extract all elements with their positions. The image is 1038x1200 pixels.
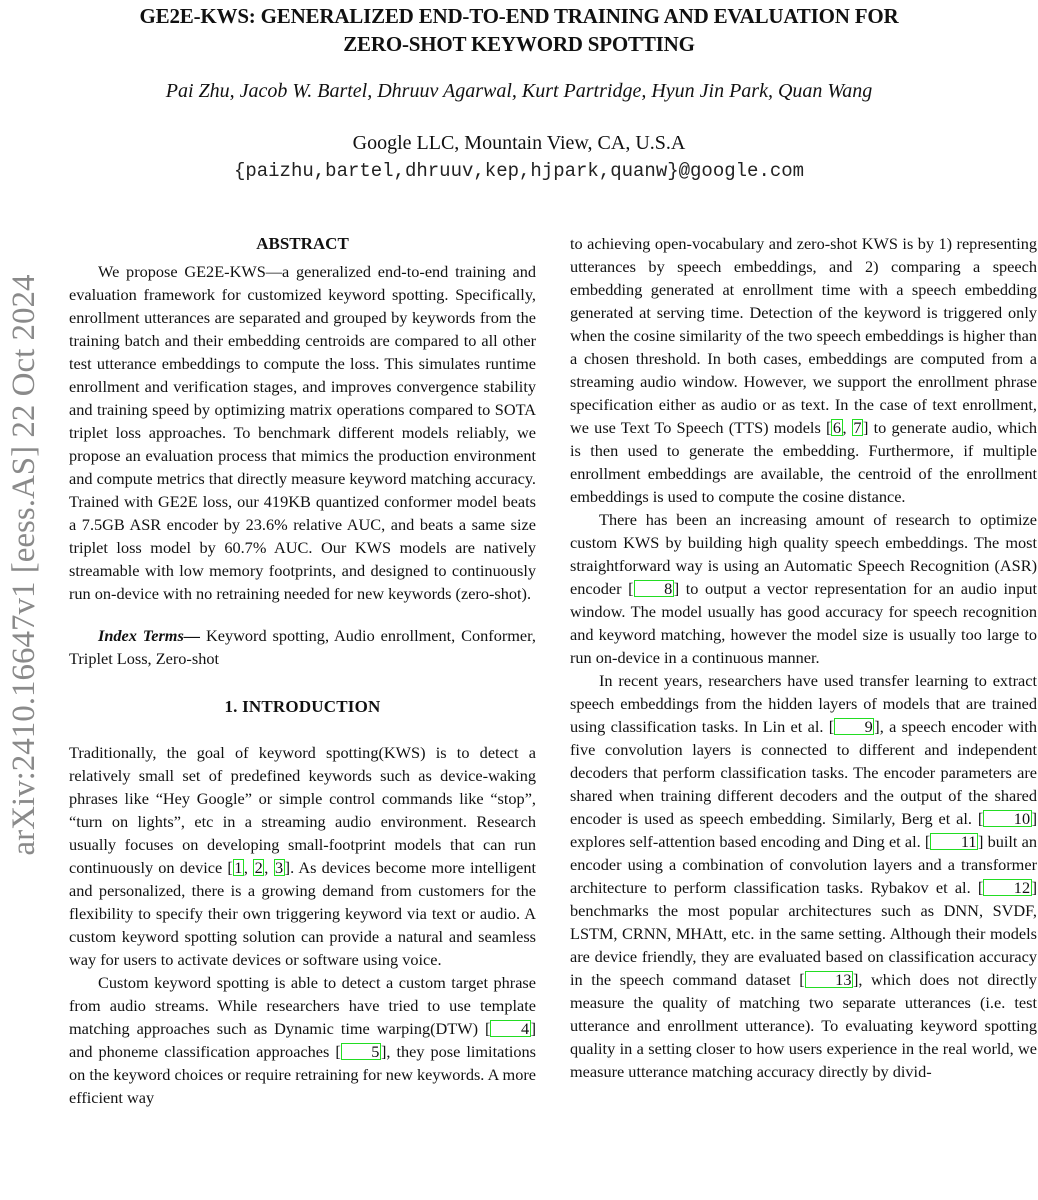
citation-link-12[interactable]: 12 xyxy=(983,879,1031,896)
index-terms-list: Keyword spotting, Audio enrollment, Conformer, Triplet Loss, Zero-shot xyxy=(69,626,536,668)
citation-link-4[interactable]: 4 xyxy=(490,1020,530,1037)
affiliation: Google LLC, Mountain View, CA, U.S.A xyxy=(352,132,686,154)
text-run: ] to generate audio, which is then used to generate the embedding. Furthermore, if multiple enrollment embeddings are available, the centroid of the enrollment embeddings is used to compute the cosine distance. xyxy=(570,418,1038,506)
title-line-1: GE2E-KWS: GENERALIZED END-TO-END TRAINING AND EVALUATION FOR xyxy=(139,4,899,28)
citation-link-11[interactable]: 11 xyxy=(930,833,978,850)
text-run: . As devices become more intelligent and personalized, there is a growing demand from customers for the flexibility to specify their own triggering keyword via text or audio. A custom keyword spotting solution can provide a natural and seamless way for users to activate devices or software using voice. xyxy=(69,858,537,969)
intro-paragraph-2-continued xyxy=(570,232,1037,508)
text-run: , xyxy=(842,418,852,437)
introduction-heading: 1. INTRODUCTION xyxy=(224,697,381,716)
intro-paragraph-3 xyxy=(570,508,1037,669)
author-list: Pai Zhu, Jacob W. Bartel, Dhruuv Agarwal, Kurt Partridge, Hyun Jin Park, Quan Wang xyxy=(165,80,873,102)
citation-link-8[interactable]: 8 xyxy=(634,580,674,597)
citation-link-2[interactable]: 2 xyxy=(254,858,263,877)
index-terms xyxy=(69,624,536,670)
citation-link-1[interactable]: 1 xyxy=(234,858,243,877)
text-run: ], they pose limitations on the keyword choices or require retraining for new keywords. A more efficient way xyxy=(69,1042,536,1107)
text-run: ] benchmarks the most popular architectures such as DNN, SVDF, LSTM, CRNN, MHAtt, etc. in the same setting. Although their models are device friendly, they are evaluated based on classification accuracy in the speech command dataset [ xyxy=(570,878,1037,989)
citation-link-9[interactable]: 9 xyxy=(834,718,874,735)
citation-link-10[interactable]: 10 xyxy=(983,810,1031,827)
text-run: In recent years, researchers have used transfer learning to extract speech embeddings from the hidden layers of models that are trained using classification tasks. In Lin et al. [ xyxy=(570,671,1037,736)
text-run: , xyxy=(243,858,254,877)
arxiv-stamp: arXiv:2410.16647v1 [eess.AS] 22 Oct 2024 xyxy=(6,274,42,856)
index-terms-label: Index Terms— xyxy=(98,626,201,645)
intro-paragraph-2 xyxy=(69,971,536,1109)
right-column xyxy=(570,232,1037,1083)
text-run: ] xyxy=(284,858,291,877)
left-column xyxy=(69,232,536,1109)
text-run: ], which does not directly measure the quality of matching two separate utterances (i.e. test utterance and enrollment utterance). To evaluating keyword spotting quality in a setting closer to how users experience in the real world, we measure utterance matching accuracy directly by divid- xyxy=(570,970,1038,1081)
text-run: ] and phoneme classification approaches [ xyxy=(69,1019,536,1061)
text-run: ], a speech encoder with five convolution layers is connected to different and independent decoders that perform classification tasks. The encoder parameters are shared when training different decoders and the output of the shared encoder is used as speech embedding. Similarly, Berg et al. [ xyxy=(570,717,1038,828)
intro-paragraph-4 xyxy=(570,669,1037,1083)
abstract-text: We propose GE2E-KWS—a generalized end-to-end training and evaluation framework for customized keyword spotting. Specifically, enrollment utterances are separated and grouped by keywords from the training batch and their embedding centroids are compared to all other test utterance embeddings to compute the loss. This simulates runtime enrollment and verification stages, and improves convergence stability and training speed by optimizing matrix operations compared to SOTA triplet loss approaches. To benchmark different models reliably, we propose an evaluation process that mimics the production environment and compute metrics that directly measure keyword matching accuracy. Trained with GE2E loss, our 419KB quantized conformer model beats a 7.5GB ASR encoder by 23.6% relative AUC, and beats a same size triplet loss model by 60.7% AUC. Our KWS models are natively streamable with low memory footprints, and designed to continuously run on-device with no retraining needed for new keywords (zero-shot). xyxy=(69,262,536,603)
citation-link-7[interactable]: 7 xyxy=(853,418,862,437)
citation-link-13[interactable]: 13 xyxy=(805,971,853,988)
text-run: ] explores self-attention based encoding and Ding et al. [ xyxy=(570,809,1037,851)
text-run: Custom keyword spotting is able to detect a custom target phrase from audio streams. While researchers have tried to use template matching approaches such as Dynamic time warping(DTW) [ xyxy=(69,973,536,1038)
text-run: ] to output a vector representation for an audio input window. The model usually has good accuracy for speech recognition and keyword matching, however the model size is usually too large to run on-device in a continuous manner. xyxy=(570,579,1037,667)
paper-title xyxy=(0,2,1038,58)
author-emails: {paizhu,bartel,dhruuv,kep,hjpark,quanw}@google.com xyxy=(233,160,805,182)
title-line-2: ZERO-SHOT KEYWORD SPOTTING xyxy=(343,32,695,56)
citation-link-6[interactable]: 6 xyxy=(832,418,842,437)
text-run: ] built an encoder using a combination of convolution layers and a transformer architecture to perform classification tasks. Rybakov et al. [ xyxy=(570,832,1037,897)
text-run: , xyxy=(264,858,274,877)
abstract-heading: ABSTRACT xyxy=(256,234,349,253)
intro-paragraph-1 xyxy=(69,741,536,971)
text-run: Traditionally, the goal of keyword spotting(KWS) is to detect a relatively small set of predefined keywords such as device-waking phrases like “Hey Google” or simple control commands like “stop”, “turn on lights”, etc in a streaming audio environment. Research usually focuses on developing small-footprint models that can run continuously on device [ xyxy=(69,743,536,877)
text-run: to achieving open-vocabulary and zero-shot KWS is by 1) representing utterances by speech embeddings, and 2) comparing a speech embedding generated at enrollment time with a speech embedding generated at serving time. Detection of the keyword is triggered only when the cosine similarity of the two speech embeddings is higher than a chosen threshold. In both cases, embeddings are computed from a streaming audio window. However, we support the enrollment phrase specification either as audio or as text. In the case of text enrollment, we use Text To Speech (TTS) models [ xyxy=(570,234,1037,437)
citation-link-3[interactable]: 3 xyxy=(275,858,284,877)
text-run: There has been an increasing amount of research to optimize custom KWS by building high quality speech embeddings. The most straightforward way is using an Automatic Speech Recognition (ASR) encoder [ xyxy=(570,510,1037,598)
citation-link-5[interactable]: 5 xyxy=(341,1043,381,1060)
